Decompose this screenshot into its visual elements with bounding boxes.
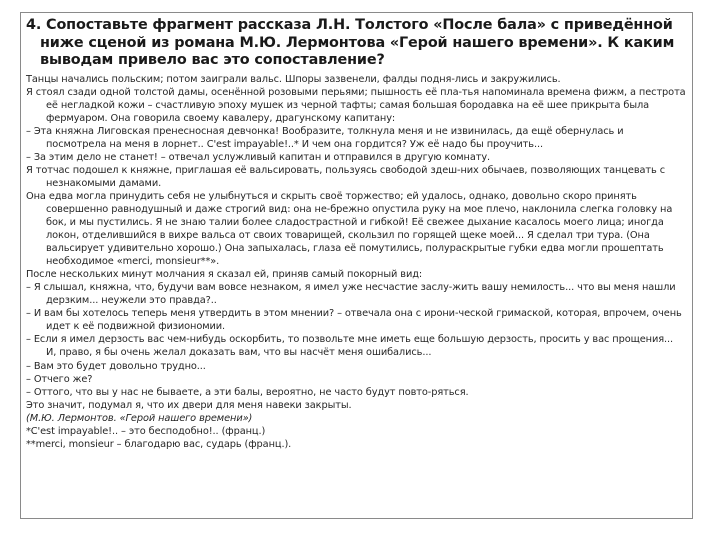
paragraph: Я стоял сзади одной толстой дамы, осенённой розовыми перьями; пышность её пла-тья напоминала времена фижм, а пестрота её негладкой кожи – счастливую эпоху мушек из черной тафты; самая большая бородавка на её шее прикрыта была фермуаром. Она говорила своему кавалеру, драгунскому капитану:	[26, 86, 686, 124]
paragraph: – И вам бы хотелось теперь меня утвердить в этом мнении? – отвечала она с ирони-ческой гримаской, которая, впрочем, очень идет к её подвижной физиономии.	[26, 308, 682, 333]
text-frame	[20, 12, 693, 519]
paragraph: – За этим дело не станет! – отвечал услужливый капитан и отправился в другую комнату.	[26, 151, 491, 163]
excerpt-text	[26, 73, 686, 451]
paragraph: – Отчего же?	[26, 373, 93, 385]
paragraph: Она едва могла принудить себя не улыбнуться и скрыть своё торжество; ей удалось, однако, довольно скоро принять совершенно равнодушный и даже строгий вид: она не-брежно опустила руку на мое плечо, наклонила слегка головку на бок, и мы пустились. Я не знаю талии более сладострастной и гибкой! Её свежее дыхание касалось моего лица; иногда локон, отделившийся в вихре вальса от своих товарищей, скользил по горящей щеке моей... Я сделал три тура. (Она вальсирует удивительно хорошо.) Она запыхалась, глаза её помутились, полураскрытые губки едва могли прошептать необходимое «merci, monsieur**».	[26, 190, 673, 268]
source-citation: (М.Ю. Лермонтов. «Герой нашего времени»)	[26, 412, 253, 424]
paragraph: Это значит, подумал я, что их двери для меня навеки закрыты.	[26, 399, 352, 411]
paragraph: – Эта княжна Лиговская пренесносная девчонка! Вообразите, толкнула меня и не извинилась, да ещё обернулась и посмотрела на меня в лорнет.. C'est impayable!..* И чем она гордится? Уж её надо бы проучить...	[26, 125, 624, 150]
paragraph: – Я слышал, княжна, что, будучи вам вовсе незнаком, я имел уже несчастие заслу-жить вашу немилость... что вы меня нашли дерзким... неужели это правда?..	[26, 282, 676, 307]
question-heading: 4. Сопоставьте фрагмент рассказа Л.Н. Толстого «После бала» с приведённой ниже сценой из романа М.Ю. Лермонтова «Герой нашего времени». К каким выводам привело вас это сопоставление?	[26, 17, 675, 68]
paragraph: – Вам это будет довольно трудно...	[26, 360, 206, 372]
footnote: *C'est impayable!.. – это бесподобно!.. (франц.)	[26, 425, 266, 437]
paragraph: – Оттого, что вы у нас не бываете, а эти балы, вероятно, не часто будут повто-ряться.	[26, 386, 469, 398]
footnote: **merci, monsieur – благодарю вас, сударь (франц.).	[26, 438, 292, 450]
paragraph: После нескольких минут молчания я сказал ей, приняв самый покорный вид:	[26, 269, 423, 281]
paragraph: – Если я имел дерзость вас чем-нибудь оскорбить, то позвольте мне иметь еще большую дерзость, просить у вас прощения... И, право, я бы очень желал доказать вам, что вы насчёт меня ошибались...	[26, 334, 674, 359]
paragraph: Я тотчас подошел к княжне, приглашая её вальсировать, пользуясь свободой здеш-них обычаев, позволяющих танцевать с незнакомыми дамами.	[26, 164, 665, 189]
paragraph: Танцы начались польским; потом заиграли вальс. Шпоры зазвенели, фалды подня-лись и закружились.	[26, 73, 561, 85]
